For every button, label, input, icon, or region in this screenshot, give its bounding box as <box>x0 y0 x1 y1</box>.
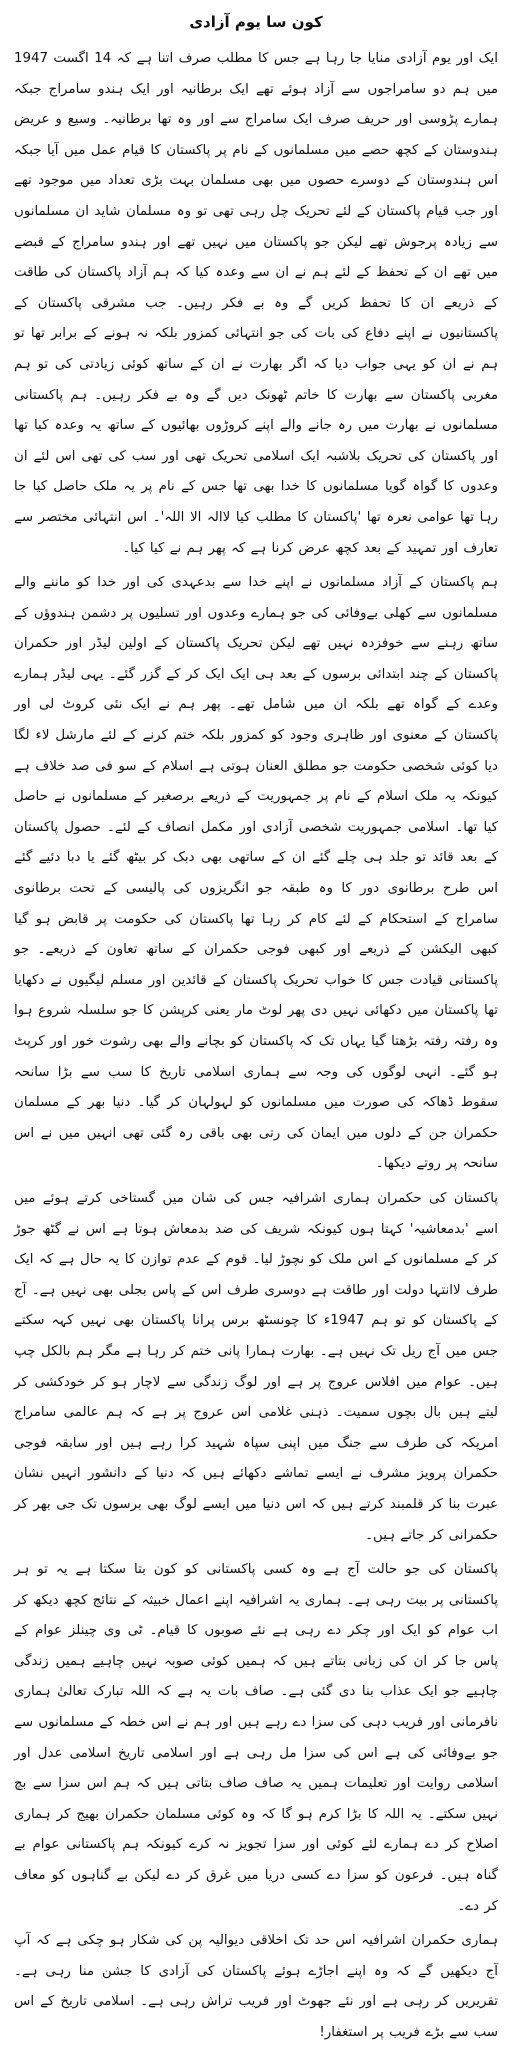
article-paragraph-2: ہم پاکستان کے آزاد مسلمانوں نے اپنے خدا سے بدعہدی کی اور خدا کو ماننے والے مسلمانوں سے کھلی بےوفائی کی جو ہمارے وعدوں اور تسلیوں پر دشمن ہندوؤں کے ساتھ رہنے سے خوفزدہ نہیں تھے لیکن تحریک پاکستان کے اولین لیڈر اور حکمران پاکستان کے چند ابتدائی برسوں کے بعد ہی ایک ایک کر کے گزر گئے۔ یہی لیڈر ہمارے وعدے کے گواہ تھے بلکہ ان میں شامل تھے۔ پھر ہم نے ایک نئی کروٹ لی اور پاکستان کے معنوی اور ظاہری وجود کو کمزور بلکہ ختم کرنے کے لئے مارشل لاء لگا دیا کوئی شخصی حکومت جو مطلق العنان ہوتی ہے اسلام کے سو فی صد خلاف ہے کیونکہ یہ ملک اسلام کے نام پر جمہوریت کے ذریعے برصغیر کے مسلمانوں نے حاصل کیا تھا۔ اسلامی جمہوریت شخصی آزادی اور مکمل انصاف کے لئے۔ حصول پاکستان کے بعد قائد تو جلد ہی چلے گئے ان کے ساتھی بھی دبک کر بیٹھ گئے یا دبا دئیے گئے اس طرح برطانوی دور کا وہ طبقہ جو انگریزوں کی پالیسی کے تحت برطانوی سامراج کے استحکام کے لئے کام کر رہا تھا پاکستان کی حکومت پر قابض ہو گیا کبھی الیکشن کے ذریعے اور کبھی فوجی حکمران کے ساتھ تعاون کے ذریعے۔ جو پاکستانی قیادت جس کا خواب تحریک پاکستان کے قائدین اور مسلم لیگیوں نے دکھایا تھا پاکستان میں دکھائی نہیں دی پھر لوٹ مار یعنی کرپشن کا جو سلسلہ شروع ہوا وہ رفتہ رفتہ بڑھتا گیا یہاں تک کہ پاکستان کو بچانے والے بھی رشوت خور اور کرپٹ ہو گئے۔ انہی لوگوں کی وجہ سے ہماری اسلامی تاریخ کا سب سے بڑا سانحہ سقوط ڈھاکہ کی صورت میں مسلمانوں کو لہولہان کر گیا۔ دنیا بھر کے مسلمان حکمران جن کے دلوں میں ایمان کی رتی بھی باقی رہ گئی تھی انہیں میں نے اس سانحہ پر روتے دیکھا۔ <box>14 575 498 1172</box>
article-paragraph-4: پاکستان کی جو حالت آج ہے وہ کسی پاکستانی کو کون بتا سکتا ہے یہ تو ہر پاکستانی پر بیت رہی ہے۔ ہماری یہ اشرافیہ اپنے اعمال خبیثہ کے نتائج کچھ دیکھ کر اب عوام کو ایک اور چکر دے رہی ہے نئے صوبوں کا قیام۔ ٹی وی چینلز عوام کے پاس جا کر ان کی زبانی بتاتے ہیں کہ ہمیں کوئی صوبہ نہیں چاہیے ہمیں زندگی چاہیے جو ایک عذاب بنا دی گئی ہے۔ صاف بات یہ ہے کہ اللہ تبارک تعالیٰ ہماری نافرمانی اور فریب دہی کی سزا دے رہے ہیں اور ہم نے اس خطہ کے مسلمانوں سے جو بےوفائی کی ہے اس کی سزا مل رہی ہے اور اسلامی تاریخ اسلامی عدل اور اسلامی روایت اور تعلیمات ہمیں یہ صاف صاف بتاتی ہیں کہ ہم اس سزا سے بچ نہیں سکتے۔ یہ اللہ کا بڑا کرم ہو گا کہ وہ کوئی مسلمان حکمران بھیج کر ہماری اصلاح کر دے ہمارے لئے کوئی اور سزا تجویز نہ کرے کیونکہ ہم پاکستانی عوام بے گناہ ہیں۔ فرعون کو سزا دے کسی دریا میں غرق کر دے لیکن بے گناہوں کو معاف کر دے۔ <box>14 1562 498 1914</box>
article-title: کون سا یوم آزادی <box>189 13 323 31</box>
article-paragraph-3: پاکستان کی حکمران ہماری اشرافیہ جس کی شان میں گستاخی کرتے ہوئے میں اسے 'بدمعاشیہ' کہتا ہوں کیونکہ شریف کی ضد بدمعاش ہوتا ہے اس نے گٹھ جوڑ کر کے مسلمانوں کے اس ملک کو نچوڑ لیا۔ قوم کے عدم توازن کا یہ حال ہے کہ ایک طرف لاانتہا دولت اور طاقت ہے دوسری طرف اس کے پاس بجلی بھی نہیں ہے۔ آج کے پاکستان کو تو ہم 1947ء کا چونسٹھ برس پرانا پاکستان بھی نہیں کہہ سکتے جس میں آج ریل تک نہیں ہے۔ بھارت ہمارا پانی ختم کر رہا ہے مگر ہم بالکل چپ ہیں۔ عوام میں افلاس عروج پر ہے اور لوگ زندگی سے لاچار ہو کر خودکشی کر لیتے ہیں بال بچوں سمیت۔ ذہنی غلامی اس عروج پر ہے کہ ہم عالمی سامراج امریکہ کی طرف سے جنگ میں اپنی سپاہ شہید کرا رہے ہیں اور سابقہ فوجی حکمران پرویز مشرف نے ایسے تماشے دکھائے ہیں کہ دنیا کے دانشور انہیں نشان عبرت بنا کر قلمبند کرتے ہیں کہ اس دنیا میں ایسے لوگ بھی برسوں تک جی بھر کر حکمرانی کر جاتے ہیں۔ <box>14 1190 498 1543</box>
article-paragraph-1: ایک اور یوم آزادی منایا جا رہا ہے جس کا مطلب صرف اتنا ہے کہ 14 اگست 1947 میں ہم دو سامراجوں سے آزاد ہوئے تھے ایک برطانیہ اور ایک ہندو سامراج جبکہ ہمارے پڑوسی اور حریف صرف ایک سامراج سے اور وہ تھا برطانیہ۔ وسیع و عریض ہندوستان کے کچھ حصے میں مسلمانوں کے نام پر پاکستان کا قیام عمل میں آیا جبکہ اس ہندوستان کے دوسرے حصوں میں بھی مسلمان بہت بڑی تعداد میں موجود تھے اور جب قیام پاکستان کے لئے تحریک چل رہی تھی تو وہ مسلمان شاید ان مسلمانوں سے زیادہ پرجوش تھے لیکن جو پاکستان میں نہیں تھے اور ہندو سامراج کے قبضے میں تھے ان کے تحفظ کے لئے ہم نے ان سے وعدہ کیا کہ ہم آزاد پاکستان کی طاقت کے ذریعے ان کا تحفظ کریں گے وہ بے فکر رہیں۔ جب مشرقی پاکستان کے پاکستانیوں نے اپنے دفاع کی بات کی جو انتہائی کمزور بلکہ نہ ہونے کے برابر تھا تو ہم نے ان کو یہی جواب دیا کہ اگر بھارت نے ان کے ساتھ کوئی زیادتی کی تو ہم مغربی پاکستان سے بھارت کا خاتم ٹھونک دیں گے وہ بے فکر رہیں۔ ہم پاکستانی مسلمانوں نے بھارت میں رہ جانے والے اپنے کروڑوں بھائیوں کے ساتھ یہ وعدہ کیا تھا اور پاکستان کی تحریک بلاشبہ ایک اسلامی تحریک تھی اور سب کی تھی اس لئے ان وعدوں کا گواہ گویا مسلمانوں کا خدا بھی تھا جس کے نام پر یہ ملک حاصل کیا جا رہا تھا عوامی نعرہ تھا 'پاکستان کا مطلب کیا لاالہ الا اللہ'۔ اس انتہائی مختصر سے تعارف اور تمہید کے بعد کچھ عرض کرنا ہے کہ پھر ہم نے کیا کیا۔ <box>14 51 499 556</box>
article-paragraph-5: ہماری حکمران اشرافیہ اس حد تک اخلاقی دیوالیہ پن کی شکار ہو چکی ہے کہ آپ آج دیکھیں گے کہ وہ اپنے اجاڑے ہوئے پاکستان کی آزادی کا جشن منا رہی ہے۔ تقریریں کر رہی ہے اور نئے جھوٹ اور فریب تراش رہی ہے۔ اسلامی تاریخ کے اس سب سے بڑے فریب پر استغفار! <box>14 1933 498 2040</box>
